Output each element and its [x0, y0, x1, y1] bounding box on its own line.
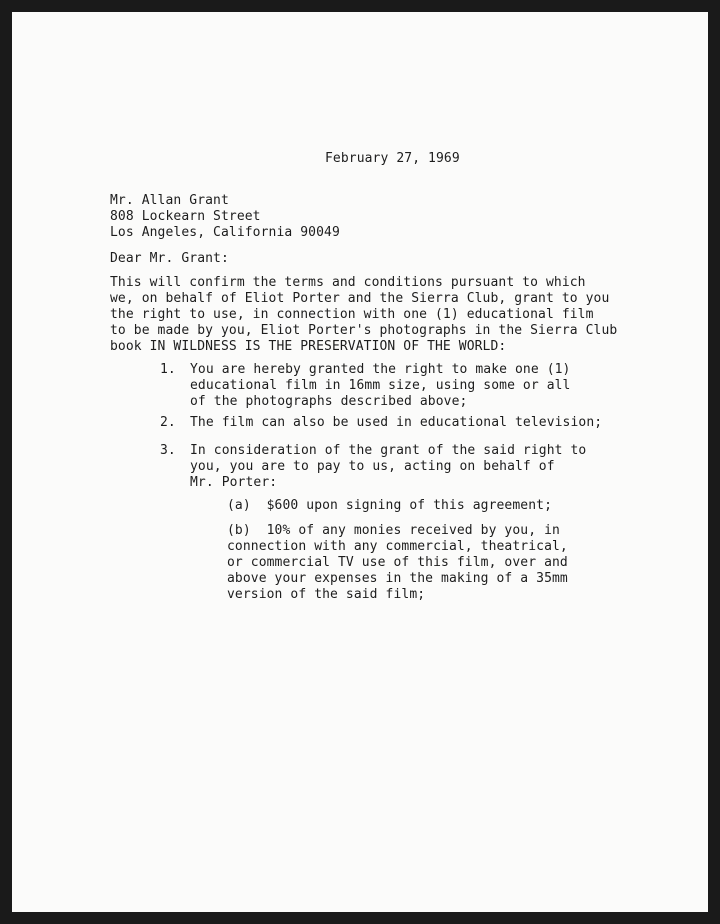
item-line: Mr. Porter:	[190, 475, 278, 490]
item-number: 1.	[160, 362, 176, 377]
item-number: 3.	[160, 443, 176, 458]
item-line: of the photographs described above;	[190, 394, 468, 409]
address-street: 808 Lockearn Street	[110, 209, 261, 224]
subitem-line: above your expenses in the making of a 35mm	[227, 571, 568, 586]
item-line: educational film in 16mm size, using some or all	[190, 378, 571, 393]
intro-line: to be made by you, Eliot Porter's photographs in the Sierra Club	[110, 323, 618, 338]
address-city: Los Angeles, California 90049	[110, 225, 340, 240]
item-line: you, you are to pay to us, acting on behalf of	[190, 459, 555, 474]
subitem-line: or commercial TV use of this film, over and	[227, 555, 568, 570]
subitem-line: (a) $600 upon signing of this agreement;	[227, 498, 552, 513]
item-line: The film can also be used in educational television;	[190, 415, 603, 430]
intro-line: we, on behalf of Eliot Porter and the Sierra Club, grant to you	[110, 291, 610, 306]
salutation: Dear Mr. Grant:	[110, 251, 229, 266]
item-line: You are hereby granted the right to make one (1)	[190, 362, 571, 377]
letter-date: February 27, 1969	[325, 151, 460, 166]
intro-line: the right to use, in connection with one (1) educational film	[110, 307, 594, 322]
letter-page	[12, 12, 708, 912]
subitem-line: version of the said film;	[227, 587, 426, 602]
item-line: In consideration of the grant of the said right to	[190, 443, 587, 458]
subitem-line: connection with any commercial, theatrical,	[227, 539, 568, 554]
address-name: Mr. Allan Grant	[110, 193, 229, 208]
intro-line: book IN WILDNESS IS THE PRESERVATION OF THE WORLD:	[110, 339, 507, 354]
intro-line: This will confirm the terms and conditions pursuant to which	[110, 275, 586, 290]
item-number: 2.	[160, 415, 176, 430]
subitem-line: (b) 10% of any monies received by you, in	[227, 523, 560, 538]
